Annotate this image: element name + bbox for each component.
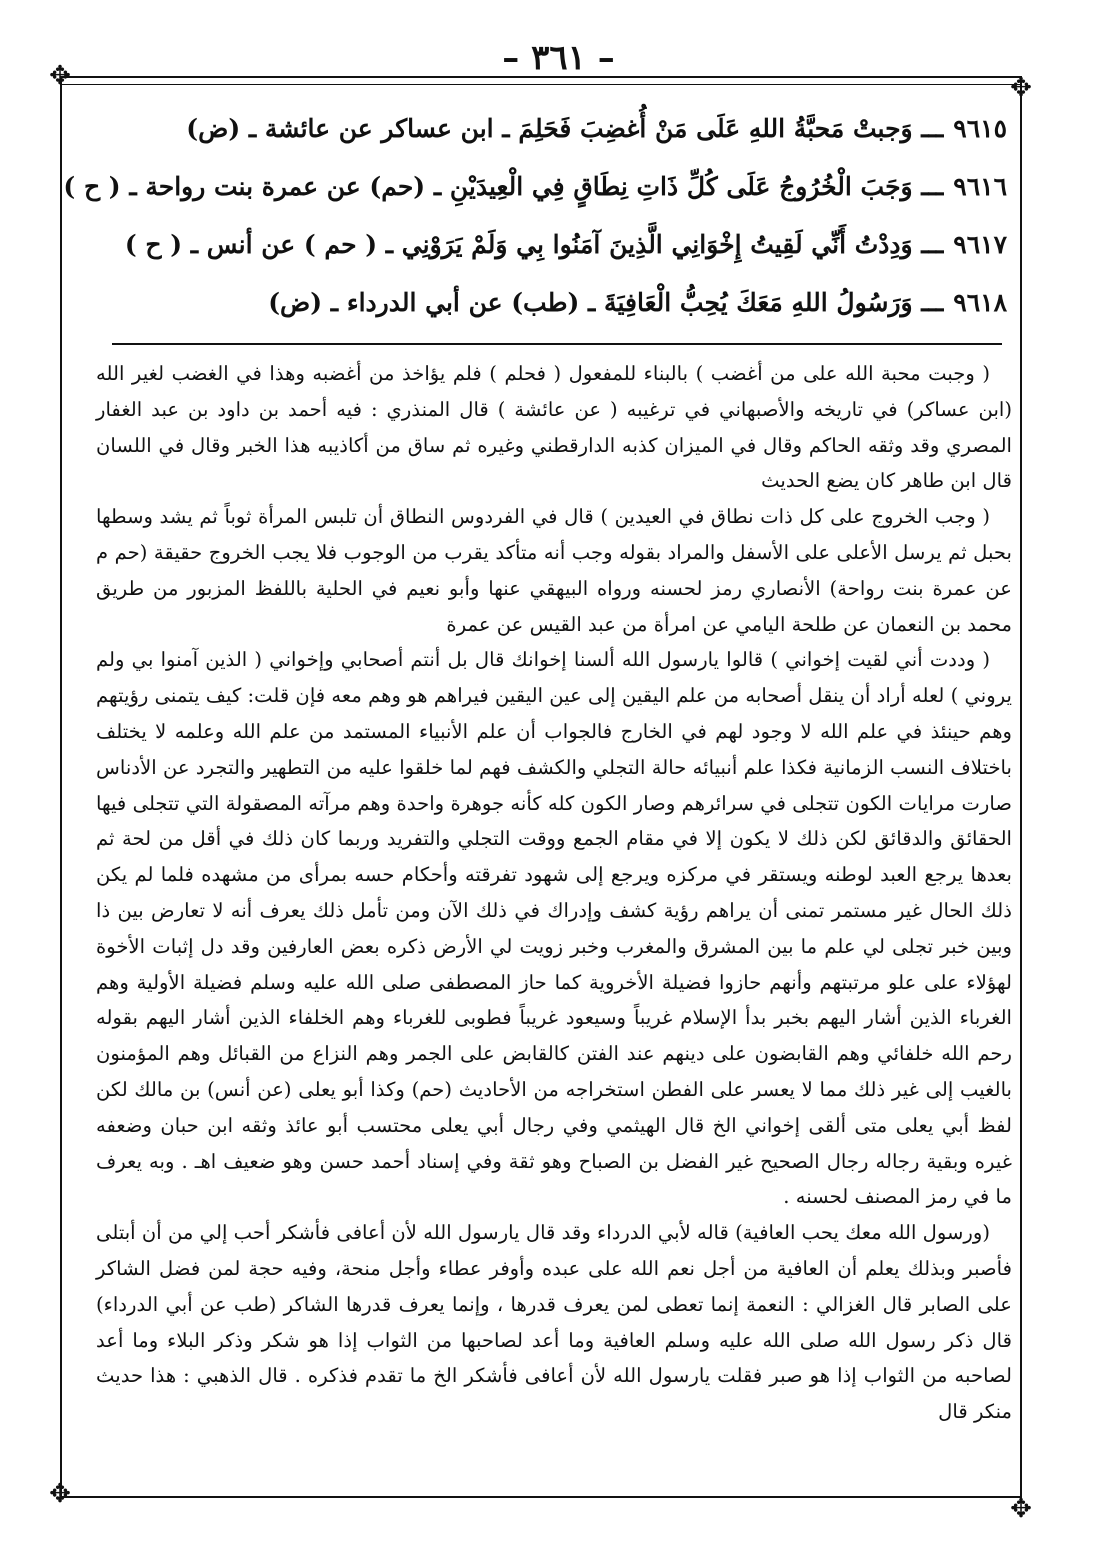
commentary-paragraph: ( وددت أني لقيت إخواني ) قالوا يارسول الله ألسنا إخوانك قال بل أنتم أصحابي وإخواني ( الذين آمنوا بي ولم يروني ) لعله أراد أن ينقل أصحابه من علم اليقين إلى عين اليقين فيراهم هو وهم معه فإن قلت: كيف يتمنى رؤيتهم وهم حينئذ في علم الله لا وجود لهم في الخارج فالجواب أن علم الأنبياء المستمد من علم الله وعلمه لا يختلف باختلاف النسب الزمانية فكذا علم أنبيائه حالة التجلي والكشف فهم لما خلقوا عليه من التطهير والتجرد عن الأدناس صارت مرايات الكون تتجلى في سرائرهم وصار الكون كله كأنه جوهرة واحدة وهم مرآته المصقولة التي تتجلى فيها الحقائق والدقائق لكن ذلك لا يكون إلا في مقام الجمع ووقت التجلي والتفريد وربما كان ذلك في أقل من لحة ثم بعدها يرجع العبد لوطنه ويستقر في مركزه ويرجع إلى شهود تفرقته وأحكام حسه بمرأى من مشهده فلما لم يكن ذلك الحال غير مستمر تمنى أن يراهم رؤية كشف وإدراك في ذلك الآن ومن تأمل ذلك يعرف أنه لا تعارض بين ذا وبين خبر تجلى لي علم ما بين المشرق والمغرب وخبر زويت لي الأرض ذكره بعض العارفين وقد دل إثبات الأخوة لهؤلاء على علو مرتبتهم وأنهم حازوا فضيلة الأخروية كما حاز المصطفى صلى الله عليه وسلم فضيلة الأولية وهم الغرباء الذين أشار اليهم بخبر بدأ الإسلام غريباً وسيعود غريباً فطوبى للغرباء وهم الخلفاء الذين أشار اليهم بقوله رحم الله خلفائي وهم القابضون على دينهم عند الفتن كالقابض على الجمر وهم النزاع من القبائل وهم المؤمنون بالغيب إلى غير ذلك مما لا يعسر على الفطن استخراجه من الأحاديث (حم) وكذا أبو يعلى (عن أنس) بن مالك لكن لفظ أبي يعلى متى ألقى إخواني الخ قال الهيثمي وفي رجال أبي يعلى محتسب أبو عائذ وثقه ابن حبان وضعفه غيره وبقية رجاله رجال الصحيح غير الفضل بن الصباح وهو ثقة وفي إسناد أحمد حسن وهو ضعيف اهـ . وبه يعرف ما في رمز المصنف لحسنه .: [96, 648, 1013, 1209]
ornament-icon: ✥: [49, 1479, 71, 1509]
commentary-paragraph: ( وجبت محبة الله على من أغضب ) بالبناء للمفعول ( فحلم ) فلم يؤاخذ من أغضبه وهذا في الغضب لغير الله (ابن عساكر) في تاريخه والأصبهاني في ترغيبه ( عن عائشة ) قال المنذري : فيه أحمد بن داود بن عبد الغفار المصري وقد وثقه الحاكم وقال في الميزان كذبه الدارقطني وغيره ثم ساق من أكاذيبه هذا الخبر وقال في اللسان قال ابن طاهر كان يضع الحديث: [96, 362, 1012, 493]
hadith-number: ٩٦١٥: [953, 114, 1007, 143]
hadith-item: [63, 158, 1007, 216]
hadith-item: [107, 100, 1007, 158]
ornament-icon: ✥: [1010, 73, 1032, 103]
hadith-number: ٩٦١٦: [953, 172, 1007, 201]
commentary-paragraph: ( وجب الخروج على كل ذات نطاق في العيدين ) قال في الفردوس النطاق أن تلبس المرأة ثوباً ثم يشد وسطها بحبل ثم يرسل الأعلى على الأسفل والمراد بقوله وجب أنه متأكد يقرب من الوجوب فلا يجب الخروج حقيقة (حم م عن عمرة بنت رواحة) الأنصاري رمز لحسنه ورواه البيهقي عنها وأبو نعيم في الحلية باللفظ المزبور من طريق محمد بن النعمان عن طلحة اليامي عن امرأة من عبد القيس عن عمرة: [96, 505, 1012, 636]
hadith-item: [107, 216, 1007, 274]
commentary-paragraph: (ورسول الله معك يحب العافية) قاله لأبي الدرداء وقد قال يارسول الله لأن أعافى فأشكر أحب إلي من أن أبتلى فأصبر وبذلك يعلم أن العافية من أجل نعم الله على عبده وأوفر عطاء وأجل منحة، وفيه حجة لمن فضل الشاكر على الصابر قال الغزالي : النعمة إنما تعطى لمن يعرف قدرها ، وإنما يعرف قدرها الشاكر (طب عن أبي الدرداء) قال ذكر رسول الله صلى الله عليه وسلم العافية وما أعد لصاحبها من الثواب إذا هو شكر وذكر البلاء وما أعد لصاحبه من الثواب إذا هو صبر فقلت يارسول الله لأن أعافى فأشكر الخ ما تقدم فذكره . قال الذهبي : هذا حديث منكر قال: [96, 1221, 1012, 1424]
hadith-text: ـــ وَرَسُولُ اللهِ مَعَكَ يُحِبُّ الْعَافِيَةَ ـ (طب) عن أبي الدرداء ـ (ض): [268, 288, 944, 317]
ornament-icon: ✥: [1010, 1494, 1032, 1524]
hadith-text: ـــ وَجَبَ الْخُرُوجُ عَلَى كُلِّ ذَاتِ نِطَاقٍ فِي الْعِيدَيْنِ ـ (حم) عن عمرة بنت رواحة ـ ( ح ): [63, 172, 944, 201]
hadith-text: ـــ وَجبتْ مَحبَّةُ اللهِ عَلَى مَنْ أُغضِبَ فَحَلِمَ ـ ابن عساكر عن عائشة ـ (ض): [186, 114, 944, 143]
section-divider: [112, 343, 1002, 345]
page-number: – ٣٦١ –: [502, 38, 615, 78]
hadith-number: ٩٦١٧: [953, 230, 1007, 259]
hadith-list: [63, 100, 1007, 332]
hadith-item: [107, 274, 1007, 332]
ornament-icon: ✥: [49, 61, 71, 91]
commentary: [96, 356, 1012, 1430]
hadith-text: ـــ وَدِدْتُ أَنِّي لَقِيتُ إِخْوَانِي الَّذِينَ آمَنُوا بِي وَلَمْ يَرَوْنِي ـ ( حم ) عن أنس ـ ( ح ): [124, 230, 944, 259]
hadith-number: ٩٦١٨: [953, 288, 1007, 317]
frame-top-rule: [60, 84, 1020, 85]
